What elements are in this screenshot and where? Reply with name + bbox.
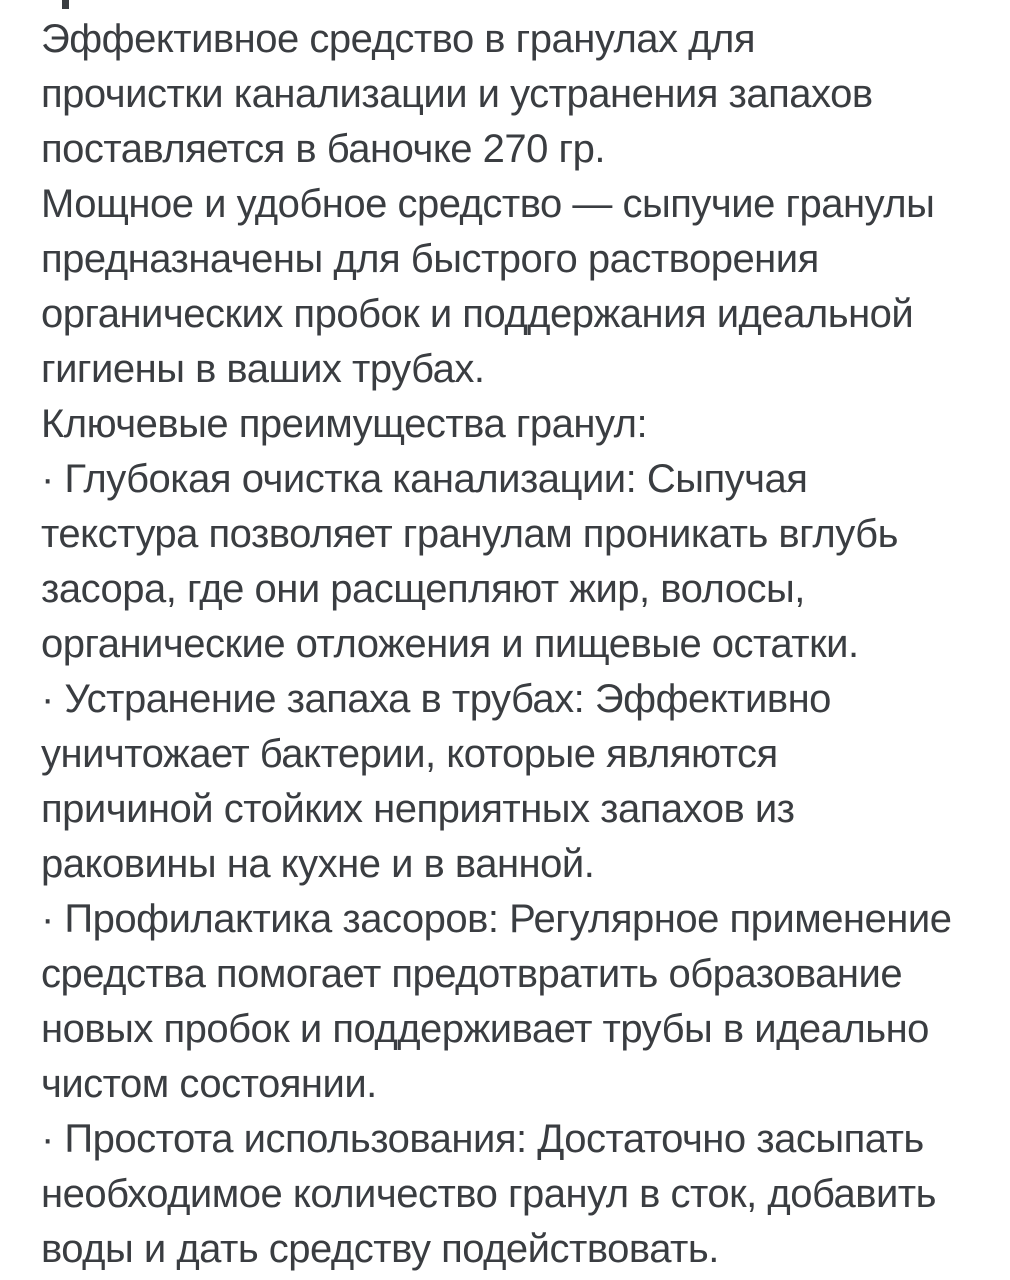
description-line: Ключевые преимущества гранул: — [41, 402, 648, 446]
description-line: уничтожает бактерии, которые являются — [41, 732, 778, 776]
description-line: органические отложения и пищевые остатки. — [41, 622, 859, 666]
description-paragraph-benefits-heading — [41, 397, 980, 452]
description-line: предназначены для быстрого растворения — [41, 237, 819, 281]
description-paragraph-intro-supply — [41, 12, 980, 177]
description-paragraph-intro-power — [41, 177, 980, 397]
description-paragraph-benefit-clog-prevention — [41, 892, 980, 1112]
description-line: гигиены в ваших трубах. — [41, 347, 485, 391]
description-line: Мощное и удобное средство — сыпучие гранулы — [41, 182, 935, 226]
description-line: органических пробок и поддержания идеальной — [41, 292, 914, 336]
description-line: Эффективное средство в гранулах для — [41, 17, 756, 61]
description-line: прочистки канализации и устранения запахов — [41, 72, 873, 116]
description-line: новых пробок и поддерживает трубы в идеально — [41, 1007, 929, 1051]
description-line: раковины на кухне и в ванной. — [41, 842, 595, 886]
description-line: воды и дать средству подействовать. — [41, 1227, 719, 1271]
product-description-text[interactable] — [41, 12, 980, 1277]
description-line: засора, где они расщепляют жир, волосы, — [41, 567, 805, 611]
description-line: поставляется в баночке 270 гр. — [41, 127, 605, 171]
description-paragraph-benefit-odor-removal — [41, 672, 980, 892]
description-line: · Профилактика засоров: Регулярное применение — [41, 897, 952, 941]
description-line: причиной стойких неприятных запахов из — [41, 787, 795, 831]
description-line: необходимое количество гранул в сток, добавить — [41, 1172, 936, 1216]
description-paragraph-benefit-ease-of-use — [41, 1112, 980, 1277]
clipped-text-fragment — [62, 0, 69, 9]
description-line: текстура позволяет гранулам проникать вглубь — [41, 512, 898, 556]
description-line: · Устранение запаха в трубах: Эффективно — [41, 677, 831, 721]
description-line: · Глубокая очистка канализации: Сыпучая — [41, 457, 808, 501]
description-line: чистом состоянии. — [41, 1062, 377, 1106]
description-line: · Простота использования: Достаточно засыпать — [41, 1117, 924, 1161]
description-paragraph-benefit-deep-cleaning — [41, 452, 980, 672]
description-line: средства помогает предотвратить образование — [41, 952, 903, 996]
